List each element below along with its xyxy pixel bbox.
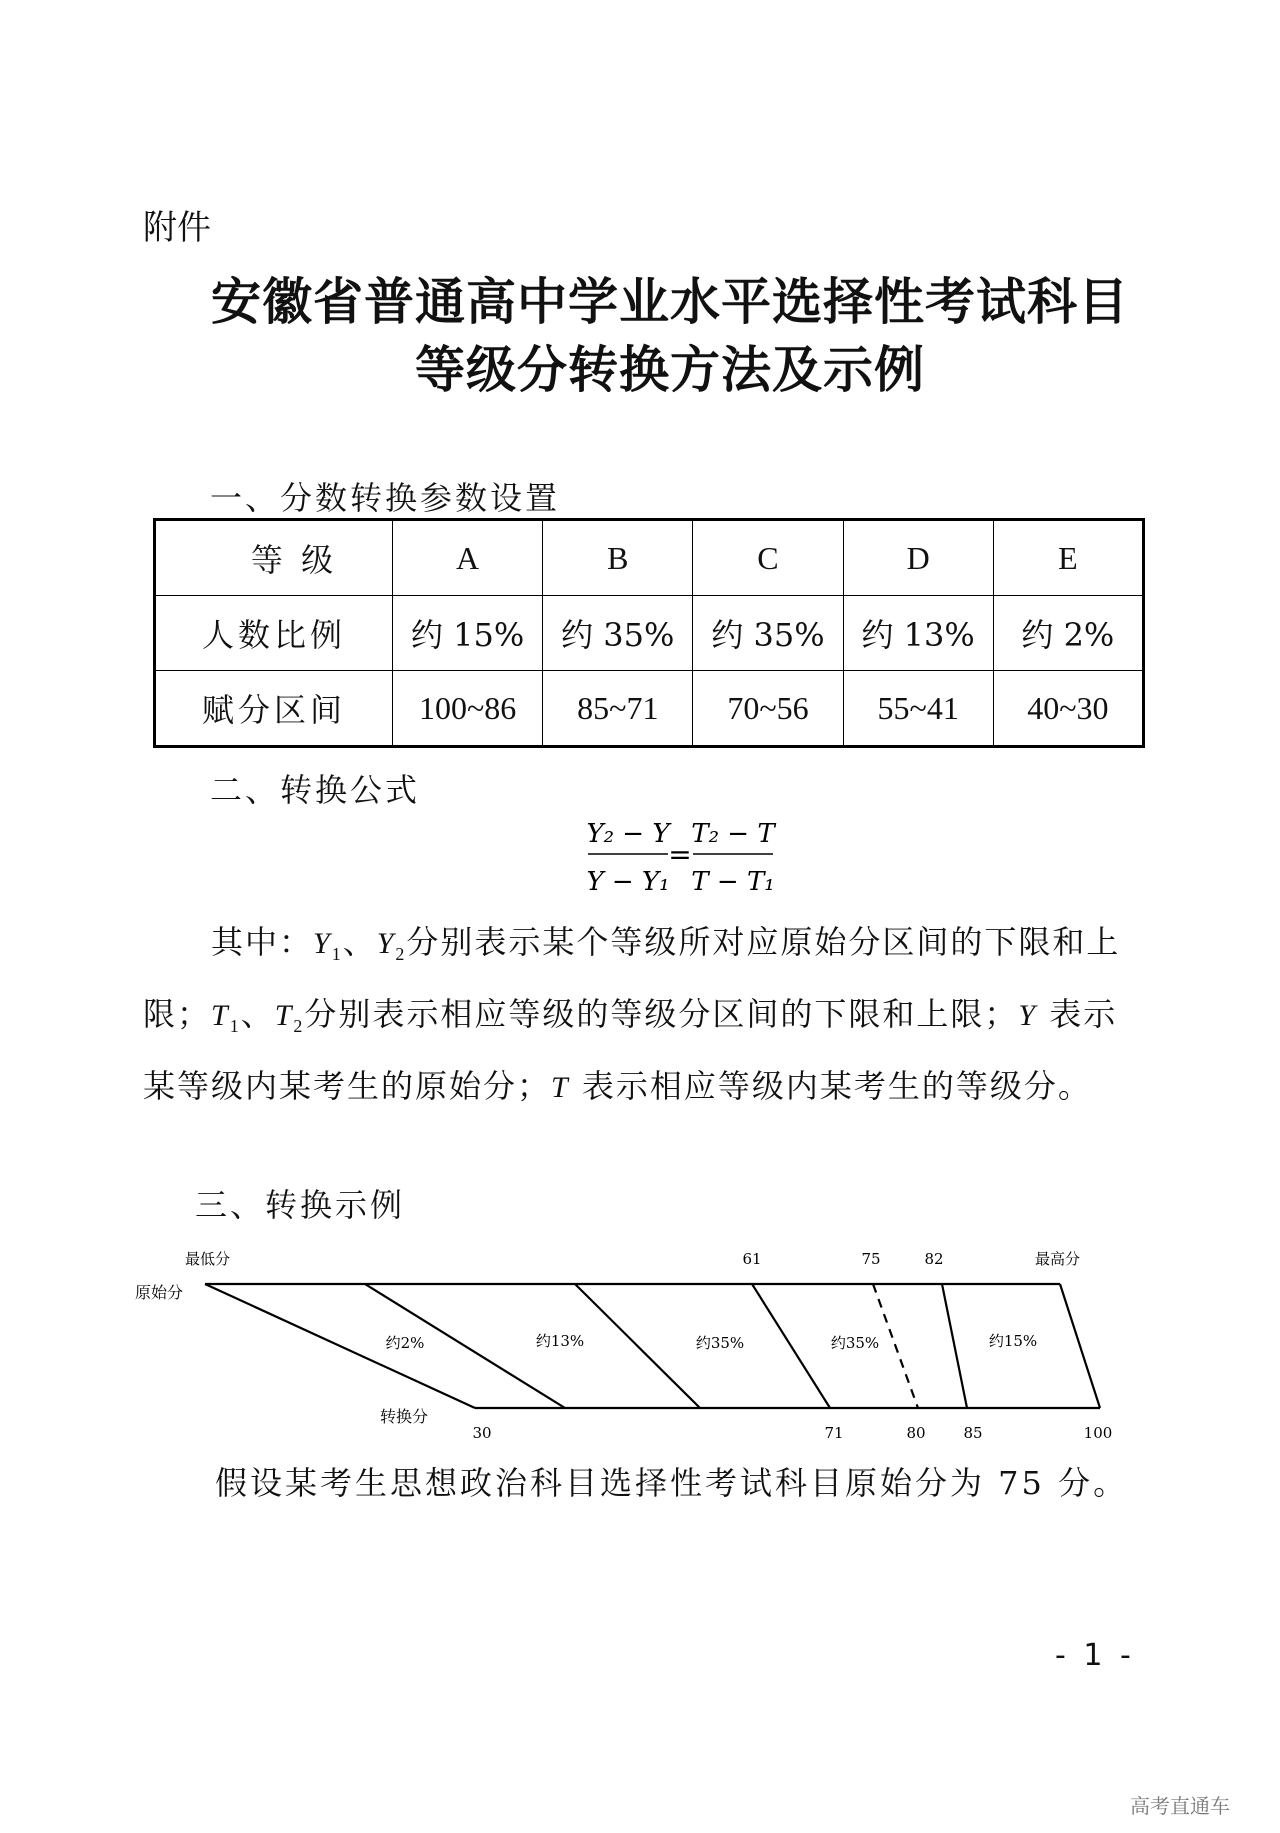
separator: 、 — [342, 923, 377, 961]
range-cell: 85~71 — [543, 671, 693, 747]
mapping-line-max — [1060, 1284, 1100, 1408]
row-header-grade: 等 级 — [155, 520, 393, 596]
explanation-part2: 分别表示某个等级所对应原始分区间的下限和上限； — [143, 923, 1121, 1033]
formula-explanation — [143, 912, 1143, 1118]
table-row — [155, 671, 1144, 747]
proportion-cell: 约 15% — [393, 596, 543, 671]
converted-tick-label: 30 — [472, 1424, 492, 1442]
band-label: 约35% — [830, 1334, 880, 1352]
explanation-part5: 表示相应等级内某考生的等级分。 — [569, 1067, 1092, 1105]
grade-cell: E — [993, 520, 1143, 596]
proportion-cell: 约 35% — [693, 596, 843, 671]
raw-score-label: 原始分 — [135, 1283, 184, 1302]
mapping-line-61-71 — [752, 1284, 830, 1408]
raw-tick-label: 82 — [924, 1250, 944, 1268]
conversion-formula — [580, 810, 780, 910]
var-y: Y — [1018, 999, 1038, 1032]
band-label: 约2% — [385, 1334, 425, 1352]
formula-lhs-numerator: Y₂ − Y — [586, 819, 670, 849]
table-row — [155, 520, 1144, 596]
raw-tick-label: 75 — [861, 1250, 881, 1268]
var-t1: $T_1$ — [211, 999, 241, 1036]
formula-rhs-numerator: T₂ − T — [691, 819, 775, 849]
var-t2: $T_2$ — [274, 999, 305, 1036]
explanation-part4: 表示某等级内某考生的原始分； — [143, 995, 1118, 1105]
converted-tick-label: 80 — [906, 1424, 926, 1442]
mapping-line-min — [205, 1284, 475, 1408]
converted-tick-label: 85 — [963, 1424, 983, 1442]
explanation-intro: 其中： — [211, 923, 314, 961]
row-header-proportion: 人数比例 — [155, 596, 393, 671]
table-row — [155, 596, 1144, 671]
separator: 、 — [240, 995, 275, 1033]
formula-rhs-denominator: T − T₁ — [691, 867, 775, 897]
example-statement: 假设某考生思想政治科目选择性考试科目原始分为 75 分。 — [215, 1464, 1129, 1502]
grade-cell: A — [393, 520, 543, 596]
converted-tick-label: 71 — [824, 1424, 844, 1442]
band-label: 约15% — [988, 1332, 1038, 1350]
mapping-line — [575, 1284, 700, 1408]
document-title-line1: 安徽省普通高中学业水平选择性考试科目 — [211, 273, 1129, 331]
converted-score-label: 转换分 — [380, 1407, 429, 1426]
mapping-line-75-80-dashed — [873, 1284, 918, 1408]
section1-heading: 一、分数转换参数设置 — [210, 479, 561, 517]
formula-lhs-denominator: Y − Y₁ — [586, 867, 670, 897]
range-cell: 40~30 — [993, 671, 1143, 747]
watermark-text: 高考直通车 — [1130, 1794, 1230, 1818]
band-label: 约35% — [695, 1334, 745, 1352]
formula-equals: = — [668, 838, 692, 871]
explanation-part3: 分别表示相应等级的等级分区间的下限和上限； — [304, 995, 1019, 1033]
grade-parameter-table — [153, 518, 1145, 748]
grade-cell: D — [843, 520, 993, 596]
var-t: T — [551, 1071, 570, 1104]
grade-cell: C — [693, 520, 843, 596]
conversion-diagram — [0, 1230, 1280, 1460]
converted-tick-label: 100 — [1083, 1424, 1113, 1442]
attachment-label: 附件 — [143, 208, 211, 248]
range-cell: 70~56 — [693, 671, 843, 747]
proportion-cell: 约 35% — [543, 596, 693, 671]
section2-heading: 二、转换公式 — [210, 771, 421, 809]
var-y2: $Y_2$ — [376, 927, 407, 964]
document-title-line2: 等级分转换方法及示例 — [415, 341, 925, 399]
range-cell: 100~86 — [393, 671, 543, 747]
raw-tick-label: 61 — [742, 1250, 762, 1268]
row-header-range: 赋分区间 — [155, 671, 393, 747]
proportion-cell: 约 13% — [843, 596, 993, 671]
min-score-label: 最低分 — [185, 1250, 231, 1268]
var-y1: $Y_1$ — [313, 927, 343, 964]
max-score-label: 最高分 — [1035, 1250, 1081, 1268]
grade-cell: B — [543, 520, 693, 596]
proportion-cell: 约 2% — [993, 596, 1143, 671]
range-cell: 55~41 — [843, 671, 993, 747]
band-label: 约13% — [535, 1332, 585, 1350]
mapping-line-82-85 — [942, 1284, 967, 1408]
section3-heading: 三、转换示例 — [195, 1186, 406, 1224]
page-number: - 1 - — [1055, 1638, 1135, 1673]
